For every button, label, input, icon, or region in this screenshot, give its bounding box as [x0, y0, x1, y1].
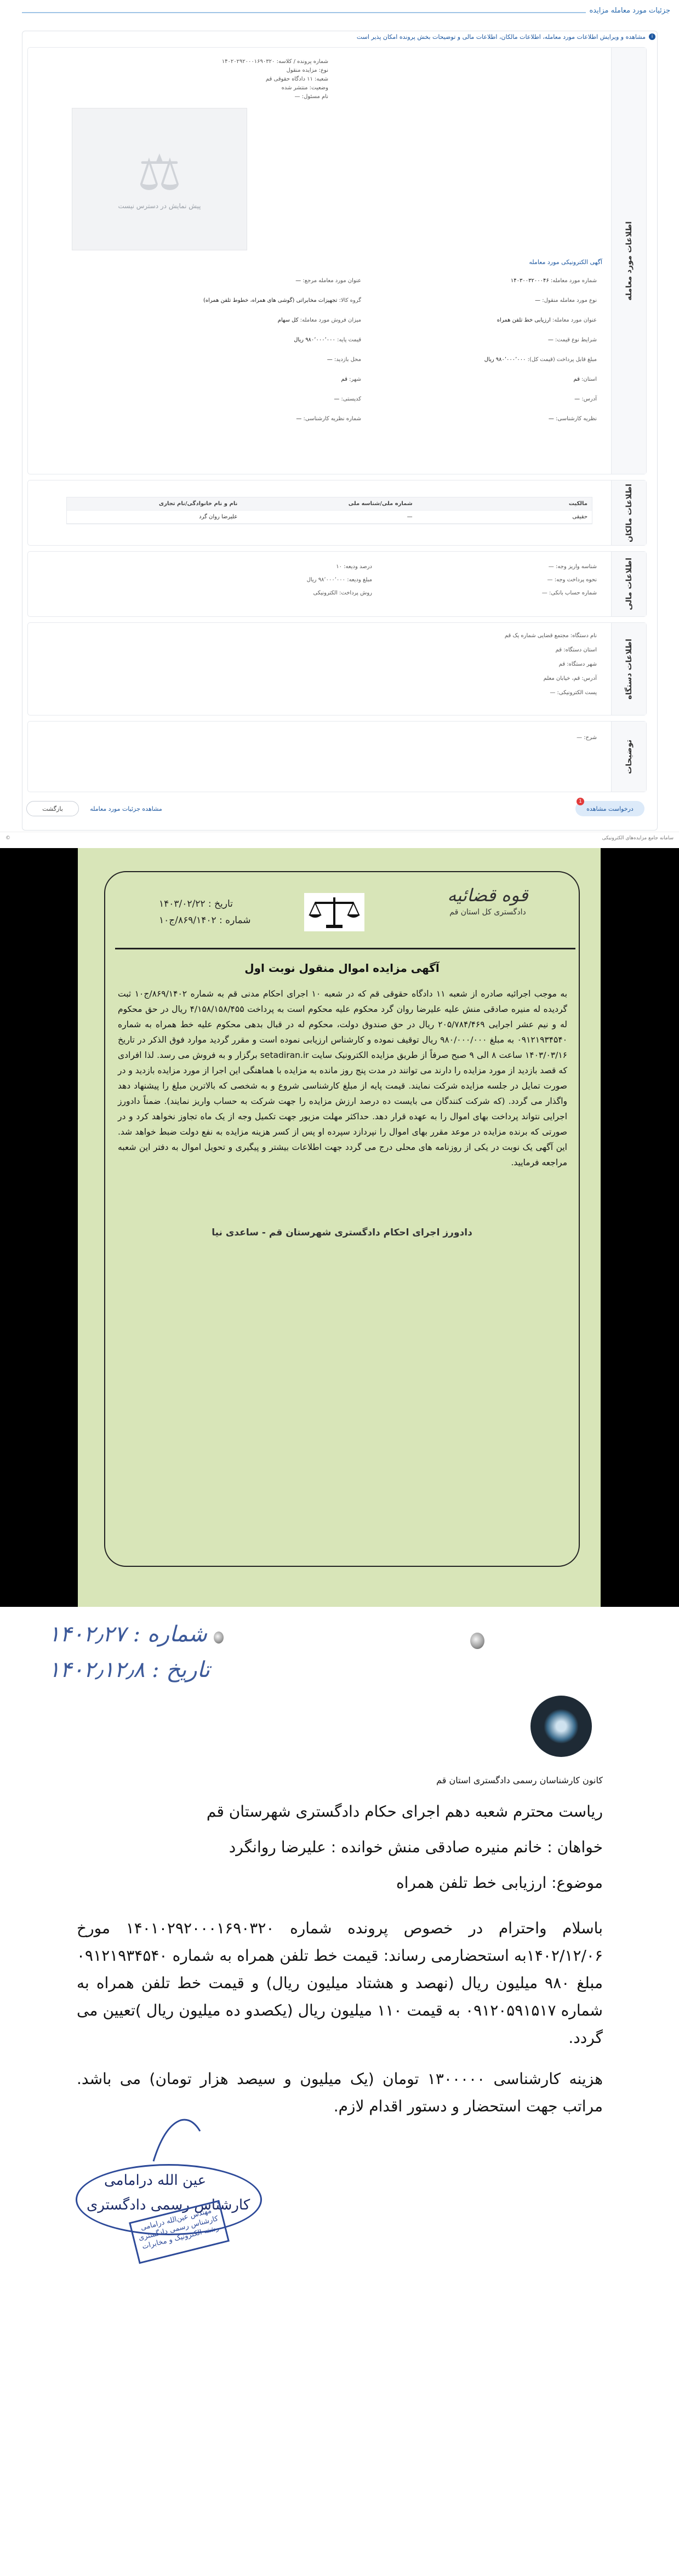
image-placeholder-caption: پیش نمایش در دسترس نیست — [118, 202, 201, 210]
deal-field — [574, 396, 597, 402]
letter-parties: خواهان : خانم منیره صادقی منش خوانده : علیرضا روانگرد — [229, 1838, 603, 1856]
back-button[interactable]: بازگشت — [26, 801, 79, 816]
notice-title: آگهی مزایده اموال منقول نوبت اول — [244, 961, 440, 975]
info-notice-text: مشاهده و ویرایش اطلاعات مورد معامله، اطلاعات مالکان، اطلاعات مالی و توضیحات بخش پرونده امکان پذیر است — [356, 33, 646, 41]
deal-field — [296, 416, 361, 422]
owners-table-header — [67, 497, 592, 511]
deal-field — [549, 416, 597, 422]
deal-top-field: نام مسئول: — — [294, 94, 328, 100]
deal-field-label: گروه کالا: — [337, 297, 361, 304]
deal-field-label: استان: — [579, 376, 597, 382]
deal-field-label: قیمت پایه: — [335, 337, 361, 343]
notice-frame — [104, 871, 580, 1567]
deal-top-field: نوع: مزایده منقول — [286, 67, 328, 73]
owner-name: علیرضا روان گرد — [199, 514, 238, 520]
section-deal-item-label: اطلاعات مورد معامله — [611, 48, 646, 474]
section-deal-item — [27, 47, 647, 474]
info-icon: i — [649, 33, 655, 40]
info-notice — [27, 31, 658, 43]
deal-field-value: تجهیزات مخابراتی (گوشی های همراه، خطوط تلفن همراه) — [203, 297, 338, 304]
deal-field-label: میزان فروش مورد معامله: — [298, 317, 361, 323]
organization-field: نام دستگاه: مجتمع قضایی شماره یک قم — [504, 633, 597, 639]
deal-field — [334, 396, 361, 402]
owners-col-name: نام و نام خانوادگی/نام تجاری — [158, 501, 238, 507]
section-financial — [27, 551, 647, 617]
footer-right-text: سامانه جامع مزایده‌های الکترونیکی — [602, 835, 674, 841]
view-details-button[interactable]: مشاهده جزئیات مورد معامله — [90, 805, 162, 812]
deal-field-label: عنوان مورد معامله مرجع: — [301, 278, 361, 284]
financial-field: درصد ودیعه: ۱۰ — [336, 564, 372, 570]
deal-field-value: — — [295, 278, 301, 284]
deal-field — [203, 297, 361, 304]
official-stamp: مهندس عین‌الله درامامی کارشناس رسمی دادگستری رشته الکترونیک و مخابرات — [129, 2200, 230, 2264]
financial-field: شماره حساب بانکی: — — [541, 590, 597, 596]
deal-field-label: نوع مورد معامله منقول: — [540, 297, 597, 304]
gavel-icon: ⚖ — [137, 144, 182, 202]
signer-title: کارشناس رسمی دادگستری — [87, 2197, 250, 2213]
deal-field-value: ارزیابی خط تلفن همراه — [497, 317, 551, 323]
deal-field-value: کل سهام — [277, 317, 299, 323]
section-owners — [27, 480, 647, 546]
deal-field-value: قم — [573, 376, 580, 382]
deal-field — [295, 278, 361, 284]
deal-field — [294, 337, 361, 343]
deal-field-value: — — [535, 297, 541, 304]
organization-field: پست الکترونیکی: — — [550, 690, 597, 696]
handwritten-date: ۱۴۰۲٫۱۲٫۸ : تاریخ — [48, 1657, 210, 1682]
section-notes-label: توضیحات — [611, 722, 646, 792]
deal-field-value: — — [547, 337, 554, 343]
deal-field-value: ۹۸۰٬۰۰۰٬۰۰۰ ریال — [294, 337, 335, 343]
header-rule — [22, 12, 657, 13]
punch-hole — [470, 1633, 484, 1649]
page-title: جزئیات مورد معامله مزایده — [586, 7, 674, 15]
section-organization-label: اطلاعات دستگاه — [611, 623, 646, 715]
deal-field — [484, 357, 597, 363]
deal-field-label: شماره نظریه کارشناسی: — [301, 416, 361, 422]
deal-top-field: شعبه: ۱۱ دادگاه حقوقی قم — [265, 76, 328, 82]
notice-number: شماره : ۸۶۹/۱۴۰۲/ج۱۰ — [159, 915, 251, 926]
section-owners-label: اطلاعات مالکان — [611, 480, 646, 545]
deal-field — [497, 317, 597, 323]
judiciary-logo — [438, 885, 537, 940]
notice-body: به موجب اجرائیه صادره از شعبه ۱۱ دادگاه حقوقی قم که در شعبه ۱۰ اجرای احکام مدنی قم به شماره ۸۶۹/۱۴۰۲/ج۱۰ ثبت گردیده له منیره صادقی منش علیه علیرضا روان گرد محکوم علیه محکوم است به پرداخت ۴/۱۵۸/۱۵۸/۴۵۵ ریال در حق محکوم له و نیم عشر اجرایی ۲۰۵/۷۸۴/۴۶۹ ریال در حق صندوق دولت، محکوم له در قبال بدهی محکوم علیه خط همراه به شماره ۰۹۱۲۱۹۳۴۵۴۰ به مبلغ ۹۸۰/۰۰۰/۰۰۰ ریال توقیف نموده و کارشناس ارزیابی نموده است و مقرر گردید موارد فوق الذکر در تاریخ ۱۴۰۳/۰۳/۱۶ ساعت ۸ الی ۹ صبح صرفاً از طریق مزایده الکترونیک سایت setadiran.ir برگزار و به فروش می رسد. لذا افرادی که قصد بازدید از مورد مزایده را دارند می توانند در مدت پنج روز مانده به مزایده با هماهنگی این اجرا از مورد مزایده بازدید و در صورت تمایل در جلسه مزایده شرکت نمایند. قیمت پایه از مبلغ کارشناسی شروع و به شخصی که بالاترین مبلغ را پیشنهاد دهد واگذار می گردد. (که شرکت کنندگان می بایست ده درصد ارزش مزایده را جهت شرکت به حساب واریز نمایند). ضمناً دادورز اجرایی نتواند پرداخت بهای اموال را به عهده قرار دهد. حداکثر مهلت مزیور جهت تکمیل وجه از یک ماه تجاوز نخواهد کرد و در صورتی که برنده مزایده در موعد مقرر بهای اموال را نپردازد سپرده او پس از کسر هزینه مزایده به نفع دولت ضبط خواهد شد. این آگهی یک نوبت در یکی از روزنامه های محلی درج می گردد جهت اطلاعات بیشتر و پیگیری و تحویل اموال به دفتر این شعبه مراجعه فرمایید. — [118, 989, 568, 1167]
deal-field-value: — — [548, 416, 554, 422]
footer — [0, 832, 679, 844]
deal-field-label: مبلغ قابل پرداخت (قیمت کل): — [526, 357, 597, 363]
financial-field: روش پرداخت: الکترونیکی — [313, 590, 372, 596]
financial-field: نحوه پرداخت وجه: — — [547, 577, 597, 583]
handwritten-number: ۱۴۰۲٫۲۷ : شماره — [48, 1622, 207, 1647]
top-header — [0, 0, 679, 28]
footer-left-text: © — [5, 835, 10, 841]
image-placeholder — [72, 108, 247, 250]
financial-field: مبلغ ودیعه: ۹۸٬۰۰۰٬۰۰۰ ریال — [306, 577, 372, 583]
deal-field-value: ۱۴۰۳۰۰۳۲۰۰۰۴۶ — [510, 278, 549, 284]
punch-hole — [214, 1632, 224, 1644]
electronic-notice-link[interactable]: آگهی الکترونیکی مورد معامله — [529, 259, 602, 266]
deal-field-value: — — [327, 357, 333, 363]
notes-field: شرح: — — [577, 735, 597, 741]
deal-field-value: — — [296, 416, 302, 422]
letter-addressee: ریاست محترم شعبه دهم اجرای حکام دادگستری شهرستان قم — [206, 1802, 603, 1821]
owner-ownership: حقیقی — [572, 514, 587, 520]
letter-subject: موضوع: ارزیابی خط تلفن همراه — [396, 1874, 603, 1892]
financial-field: شناسه واریز وجه: — — [548, 564, 597, 570]
requests-count-badge: 1 — [577, 798, 584, 805]
deal-field-label: نظریه کارشناسی: — [554, 416, 597, 422]
signer-name: عین الله درامامی — [104, 2172, 207, 2189]
organization-field: آدرس: قم، خیابان معلم — [543, 676, 597, 682]
deal-top-field: شماره پرونده / کلاسه: ۱۴۰۲۰۲۹۲۰۰۰۱۶۹۰۳۲۰ — [221, 59, 328, 65]
deal-field-label: شرایط نوع قیمت: — [553, 337, 597, 343]
deal-field — [573, 376, 597, 382]
notice-date: تاریخ : ۱۴۰۳/۰۲/۲۲ — [159, 898, 233, 909]
deal-field — [535, 297, 597, 304]
deal-field-label: عنوان مورد معامله: — [550, 317, 597, 323]
deal-field-value: — — [334, 396, 340, 402]
deal-field-label: محل بازدید: — [332, 357, 361, 363]
deal-top-field: وضعیت: منتشر شده — [281, 85, 328, 91]
owners-col-ownership: مالکیت — [568, 501, 587, 507]
section-notes — [27, 721, 647, 792]
logo-main-text: قوه قضائیه — [447, 885, 528, 906]
signature-stroke — [148, 2115, 214, 2164]
deal-field — [511, 278, 597, 284]
deal-field-label: شماره مورد معامله: — [549, 278, 597, 284]
owner-national-id: — — [407, 514, 413, 520]
letter-paragraph-1: باسلام واحترام در خصوص پرونده شماره ۱۴۰۱۰۲۹۲۰۰۰۱۶۹۰۳۲۰ مورخ ۱۴۰۲/۱۲/۰۶به استحضارمی رساند: قیمت خط تلفن همراه به شماره ۰۹۱۲۱۹۳۴۵۴۰ مبلغ ۹۸۰ میلیون ریال (نهصد و هشتاد میلیون ریال) و قیمت خط تلفن همراه به شماره ۰۹۱۲۰۵۹۱۵۱۷ به قیمت ۱۱۰ میلیون ریال (یکصدو ده میلیون ریال )تعیین می گردد. — [77, 1919, 603, 2047]
deal-field — [548, 337, 597, 343]
section-organization — [27, 622, 647, 715]
owners-col-national-id: شماره ملی/شناسه ملی — [348, 501, 413, 507]
requests-button[interactable]: 1 درخواست مشاهده — [575, 801, 644, 816]
deal-field — [341, 376, 362, 382]
letter-paragraph-2: هزینه کارشناسی ۱۳۰۰۰۰۰ تومان (یک میلیون و سیصد هزار تومان) می باشد. مراتب جهت استحضار و دستور اقدام لازم. — [77, 2070, 603, 2115]
table-row — [67, 511, 592, 524]
deal-field-label: آدرس: — [580, 396, 597, 402]
owners-table — [66, 497, 592, 524]
organization-field: شهر دستگاه: قم — [558, 661, 597, 667]
organization-field: استان دستگاه: قم — [555, 647, 597, 653]
notice-signature: دادورز اجرای احکام دادگستری شهرستان قم - ساعدی نیا — [212, 1227, 472, 1238]
logo-sub-text: دادگستری کل استان قم — [449, 908, 526, 917]
justice-scales-icon — [304, 893, 364, 931]
section-financial-label: اطلاعات مالی — [611, 552, 646, 616]
deal-field-value: قم — [341, 376, 347, 382]
letter-org: کانون کارشناسان رسمی دادگستری استان قم — [436, 1775, 603, 1785]
deal-field-value: — — [574, 396, 580, 402]
deal-field — [327, 357, 361, 363]
deal-field-value: ۹۸۰٬۰۰۰٬۰۰۰ ریال — [484, 357, 526, 363]
deal-field — [278, 317, 361, 323]
association-emblem — [530, 1696, 592, 1757]
notice-header-rule — [115, 948, 575, 949]
deal-field-label: کدپستی: — [339, 396, 361, 402]
deal-field-label: شهر: — [347, 376, 361, 382]
